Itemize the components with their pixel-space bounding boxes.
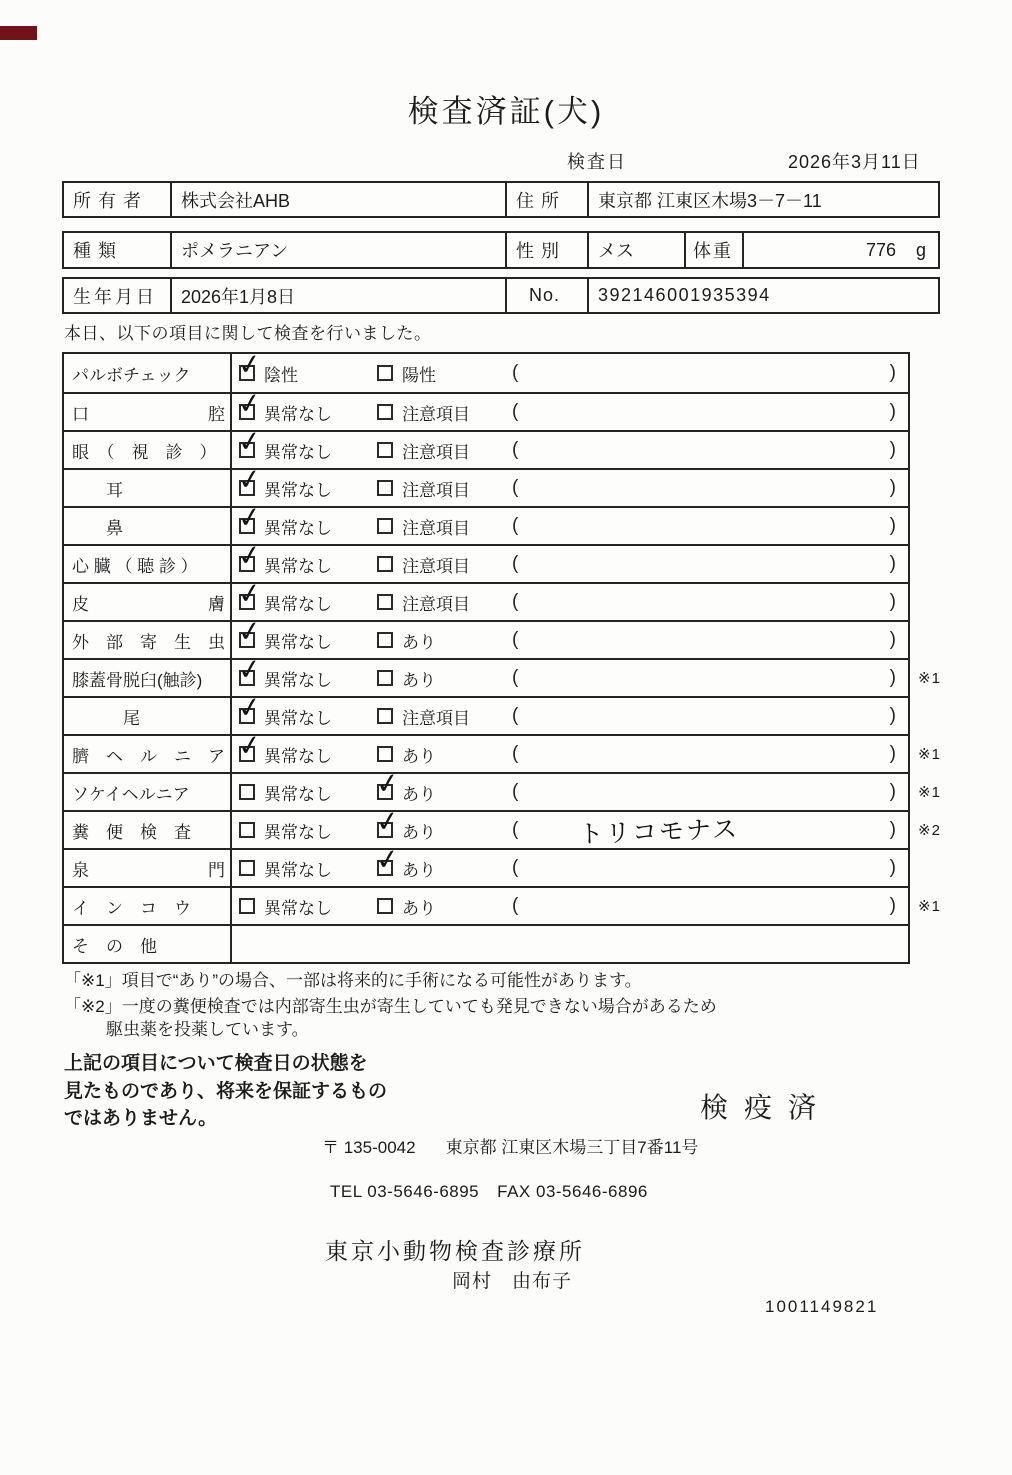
contact-row	[330, 1182, 648, 1202]
paren-close: )	[889, 515, 896, 536]
checkbox-icon	[235, 386, 264, 421]
checkbox-option	[377, 438, 512, 463]
option-label: 陰性	[264, 365, 298, 385]
inspection-row-content	[232, 614, 908, 658]
weight-cell	[742, 233, 938, 267]
option-label: 注意項目	[402, 480, 470, 500]
handwritten-result	[473, 710, 844, 723]
checkbox-icon	[377, 594, 393, 610]
checkbox-icon	[235, 690, 264, 725]
checkbox-icon	[235, 462, 264, 497]
inspection-row	[64, 500, 908, 544]
checkbox-icon	[235, 424, 264, 459]
option-label: 異常なし	[264, 518, 332, 538]
footnote-marker: ※1	[918, 746, 941, 763]
option-label: 異常なし	[264, 404, 332, 424]
paren-close: )	[889, 743, 896, 764]
checkbox-option	[239, 894, 377, 919]
check-mark-icon: ✓	[373, 766, 402, 801]
handwritten-result	[473, 367, 844, 380]
checkbox-option	[377, 361, 512, 386]
paren-open: (	[512, 819, 519, 840]
inspection-row	[64, 804, 941, 849]
owner-table	[62, 181, 940, 218]
option-label: あり	[402, 860, 436, 880]
weight-label: 体重	[684, 233, 742, 267]
inspection-row	[64, 842, 908, 886]
option-label: 異常なし	[264, 442, 332, 462]
checkbox-option	[377, 590, 512, 615]
handwritten-result	[473, 672, 844, 685]
option-label: 注意項目	[402, 708, 470, 728]
inspection-item-label: 口 腔	[64, 394, 232, 430]
animal-info-table	[62, 231, 940, 269]
birth-info-table	[62, 277, 940, 314]
checkbox-option	[235, 576, 377, 615]
sex-value: メス	[587, 233, 684, 267]
paren-close: )	[889, 439, 896, 460]
checkbox-icon	[239, 784, 255, 800]
telephone-number: TEL 03-5646-6895	[330, 1182, 480, 1201]
paren-open: (	[512, 591, 519, 612]
paren-close: )	[889, 857, 896, 878]
inspection-row	[64, 652, 941, 696]
inspection-item-label: 尾	[64, 698, 232, 734]
option-label: あり	[402, 670, 436, 690]
clinic-name: 東京小動物検査診療所	[325, 1238, 585, 1264]
check-mark-icon: ✓	[235, 347, 264, 382]
checkbox-option	[235, 652, 377, 691]
sex-label: 性別	[505, 233, 587, 267]
inspection-row-content	[232, 842, 908, 886]
checkbox-icon	[377, 746, 393, 762]
inspection-row	[64, 728, 941, 772]
breed-value: ポメラニアン	[170, 233, 505, 267]
check-mark-icon: ✓	[235, 728, 264, 763]
checkbox-icon	[235, 347, 264, 382]
paren-open: (	[512, 857, 519, 878]
inspection-row-content	[232, 888, 908, 924]
checkbox-option	[235, 538, 377, 577]
postal-code: 〒 135-0042	[322, 1138, 416, 1157]
paren-close: )	[889, 629, 896, 650]
handwritten-result	[473, 558, 844, 571]
paren-close: )	[889, 705, 896, 726]
handwritten-result	[473, 520, 844, 533]
checkbox-option	[239, 856, 377, 881]
result-field	[512, 591, 908, 613]
result-field	[512, 362, 908, 384]
checkbox-option	[235, 728, 377, 767]
option-label: 異常なし	[264, 670, 332, 690]
paren-close: )	[889, 819, 896, 840]
address-label: 住所	[505, 183, 587, 216]
check-mark-icon: ✓	[235, 614, 264, 649]
id-number-label: No.	[505, 279, 587, 312]
inspection-row-content	[232, 652, 908, 696]
handwritten-result	[473, 596, 844, 609]
checkbox-icon	[377, 556, 393, 572]
inspection-row	[64, 690, 908, 734]
checkbox-icon	[377, 670, 393, 686]
footnote-2-line1: 「※2」一度の糞便検査では内部寄生虫が寄生していても発見できない場合があるため	[64, 997, 717, 1016]
inspection-item-label: 鼻	[64, 508, 232, 544]
owner-label: 所有者	[73, 190, 148, 211]
inspection-item-label: 眼 （ 視 診 ）	[64, 432, 232, 468]
inspection-row-content	[232, 500, 908, 544]
option-label: 異常なし	[264, 746, 332, 766]
inspection-row	[64, 462, 908, 506]
inspection-item-label: パルボチェック	[64, 354, 232, 392]
inspection-row	[64, 886, 941, 924]
paren-open: (	[512, 515, 519, 536]
paren-close: )	[889, 401, 896, 422]
option-label: あり	[402, 632, 436, 652]
inspection-row-content	[232, 347, 908, 392]
result-field	[512, 477, 908, 499]
checkbox-icon	[239, 860, 255, 876]
result-field	[512, 812, 908, 848]
result-field	[512, 439, 908, 461]
checkbox-option	[377, 666, 512, 691]
check-mark-icon: ✓	[235, 424, 264, 459]
inspection-row	[64, 766, 941, 810]
option-label: 注意項目	[402, 594, 470, 614]
disclaimer-line: 上記の項目について検査日の状態を	[64, 1053, 368, 1074]
checkbox-icon	[235, 652, 264, 687]
fax-number: FAX 03-5646-6896	[497, 1182, 648, 1201]
checkbox-option	[377, 514, 512, 539]
inspection-row-content	[232, 462, 908, 506]
paren-close: )	[889, 895, 896, 916]
checkbox-option	[377, 704, 512, 729]
checkbox-option	[235, 690, 377, 729]
result-field	[512, 553, 908, 575]
weight-value: 776	[865, 239, 896, 260]
certificate-title: 検査済証(犬)	[407, 94, 605, 129]
disclaimer-line: 見たものであり、将来を保証するもの	[64, 1080, 388, 1102]
inspection-row	[64, 386, 908, 430]
inspection-row	[64, 924, 908, 962]
handwritten-result	[473, 862, 844, 875]
inspection-row-content	[232, 926, 908, 962]
check-mark-icon: ✓	[235, 652, 264, 687]
paren-open: (	[512, 667, 519, 688]
inspection-row-content	[232, 576, 908, 620]
quarantine-stamp: 検疫済	[700, 1092, 833, 1123]
inspection-row	[64, 347, 908, 392]
inspection-item-label: そ の 他	[64, 926, 232, 962]
inspection-item-label: 耳	[64, 470, 232, 506]
birthdate-label: 生年月日	[73, 286, 157, 307]
inspection-row-content	[232, 386, 908, 430]
handwritten-result	[473, 900, 844, 913]
check-mark-icon: ✓	[235, 690, 264, 725]
result-field	[512, 895, 908, 917]
checkbox-option	[373, 842, 512, 881]
handwritten-result	[473, 406, 844, 419]
result-field	[512, 857, 908, 879]
paren-open: (	[512, 705, 519, 726]
checkbox-icon	[373, 804, 402, 839]
option-label: 異常なし	[264, 708, 332, 728]
checkbox-icon	[373, 842, 402, 877]
checkbox-icon	[377, 898, 393, 914]
checkbox-icon	[235, 614, 264, 649]
result-field	[512, 743, 908, 765]
paren-open: (	[512, 629, 519, 650]
inspection-item-label: 泉 門	[64, 850, 232, 886]
paren-open: (	[512, 781, 519, 802]
inspection-row-content	[232, 766, 908, 810]
option-label: 注意項目	[402, 518, 470, 538]
option-label: 異常なし	[264, 822, 332, 842]
serial-number: 1001149821	[765, 1297, 879, 1316]
id-number-value: 392146001935394	[587, 279, 938, 312]
paren-open: (	[512, 362, 519, 383]
option-label: 注意項目	[402, 404, 470, 424]
inspection-table	[62, 347, 941, 964]
option-label: 異常なし	[264, 860, 332, 880]
inspection-item-label: 臍 ヘ ル ニ ア	[64, 736, 232, 772]
inspection-row	[64, 538, 908, 582]
paren-open: (	[512, 553, 519, 574]
checkbox-option	[235, 462, 377, 501]
check-mark-icon: ✓	[235, 386, 264, 421]
checkbox-icon	[235, 576, 264, 611]
checkbox-option	[239, 818, 377, 843]
checkbox-option	[239, 780, 377, 805]
result-field	[512, 401, 908, 423]
check-mark-icon: ✓	[235, 500, 264, 535]
checkbox-option	[235, 500, 377, 539]
inspection-row-content	[232, 538, 908, 582]
check-mark-icon: ✓	[235, 538, 264, 573]
check-mark-icon: ✓	[373, 804, 402, 839]
handwritten-result: トリコモナス	[578, 815, 740, 849]
footnote-marker: ※1	[918, 670, 941, 687]
paren-close: )	[889, 553, 896, 574]
inspection-date-value: 2026年3月11日	[788, 152, 921, 172]
option-label: あり	[402, 898, 436, 918]
check-mark-icon: ✓	[235, 576, 264, 611]
disclaimer-line: ではありません。	[64, 1108, 218, 1129]
paren-open: (	[512, 895, 519, 916]
inspection-item-label: 外 部 寄 生 虫	[64, 622, 232, 658]
option-label: 異常なし	[264, 632, 332, 652]
checkbox-icon	[377, 518, 393, 534]
checkbox-icon	[235, 500, 264, 535]
checkbox-icon	[377, 708, 393, 724]
checkbox-option	[377, 552, 512, 577]
inspection-item-label: 心 臓 （ 聴 診 ）	[64, 546, 232, 582]
paren-open: (	[512, 477, 519, 498]
address-value: 東京都 江東区木場3－7－11	[587, 183, 938, 216]
birthdate-value: 2026年1月8日	[170, 279, 505, 312]
inspection-row-content	[232, 690, 908, 734]
inspection-date-label: 検査日	[567, 152, 627, 172]
inspection-item-label: 皮 膚	[64, 584, 232, 620]
paren-close: )	[889, 781, 896, 802]
footnote-1: 「※1」項目で“あり”の場合、一部は将来的に手術になる可能性があります。	[64, 971, 642, 990]
checkbox-option	[377, 400, 512, 425]
checkbox-icon	[373, 766, 402, 801]
inspection-item-label: イ ン コ ウ	[64, 888, 232, 924]
paren-close: )	[889, 667, 896, 688]
clinic-address: 東京都 江東区木場三丁目7番11号	[445, 1138, 699, 1157]
handwritten-result	[473, 786, 844, 799]
result-field	[512, 705, 908, 727]
paren-close: )	[889, 362, 896, 383]
veterinarian-name: 岡村 由布子	[452, 1271, 573, 1292]
weight-unit: g	[915, 239, 926, 260]
breed-label: 種類	[73, 241, 123, 261]
option-label: 異常なし	[264, 480, 332, 500]
inspection-row-content	[232, 424, 908, 468]
checkbox-option	[377, 742, 512, 767]
inspection-row-content	[232, 728, 908, 772]
option-label: あり	[402, 784, 436, 804]
checkbox-option	[373, 766, 512, 805]
footnote-2-line2: 駆虫薬を投薬しています。	[106, 1020, 309, 1039]
handwritten-result	[473, 444, 844, 457]
checkbox-icon	[377, 404, 393, 420]
inspection-row-content	[232, 804, 908, 849]
checkbox-icon	[239, 822, 255, 838]
disclaimer-text	[64, 1050, 387, 1133]
inspection-row	[64, 424, 908, 468]
option-label: あり	[402, 746, 436, 766]
checkbox-option	[235, 386, 377, 425]
footnote-marker: ※1	[918, 898, 941, 915]
inspection-item-label: 糞 便 検 査	[64, 812, 232, 848]
inspection-item-label: 膝蓋骨脱臼(触診)	[64, 660, 232, 696]
paren-open: (	[512, 743, 519, 764]
checkbox-option	[235, 424, 377, 463]
footnote-marker: ※2	[918, 822, 941, 839]
inspection-row	[64, 576, 908, 620]
check-mark-icon: ✓	[235, 462, 264, 497]
checkbox-icon	[377, 480, 393, 496]
result-field	[512, 515, 908, 537]
option-label: あり	[402, 822, 436, 842]
checkbox-option	[235, 614, 377, 653]
option-label: 異常なし	[264, 784, 332, 804]
paren-open: (	[512, 439, 519, 460]
result-field	[512, 629, 908, 651]
scan-artifact-mark	[0, 26, 37, 40]
option-label: 注意項目	[402, 442, 470, 462]
handwritten-result	[473, 634, 844, 647]
clinic-address-row	[322, 1133, 698, 1158]
checkbox-option	[377, 628, 512, 653]
result-field	[512, 781, 908, 803]
checkbox-icon	[377, 442, 393, 458]
checkbox-icon	[235, 728, 264, 763]
intro-text: 本日、以下の項目に関して検査を行いました。	[64, 324, 432, 343]
handwritten-result	[473, 482, 844, 495]
paren-close: )	[889, 477, 896, 498]
checkbox-icon	[377, 632, 393, 648]
option-label: 異常なし	[264, 556, 332, 576]
paren-close: )	[889, 591, 896, 612]
checkbox-icon	[377, 365, 393, 381]
checkbox-option	[235, 347, 377, 386]
option-label: 陽性	[402, 365, 436, 385]
footnote-marker: ※1	[918, 784, 941, 801]
result-field	[512, 667, 908, 689]
paren-open: (	[512, 401, 519, 422]
owner-value: 株式会社AHB	[170, 183, 505, 216]
inspection-item-label: ソケイヘルニア	[64, 774, 232, 810]
check-mark-icon: ✓	[373, 842, 402, 877]
option-label: 異常なし	[264, 594, 332, 614]
checkbox-icon	[239, 898, 255, 914]
checkbox-option	[377, 894, 512, 919]
option-label: 注意項目	[402, 556, 470, 576]
checkbox-option	[377, 476, 512, 501]
option-label: 異常なし	[264, 898, 332, 918]
checkbox-icon	[235, 538, 264, 573]
inspection-row	[64, 614, 908, 658]
handwritten-result	[473, 748, 844, 761]
